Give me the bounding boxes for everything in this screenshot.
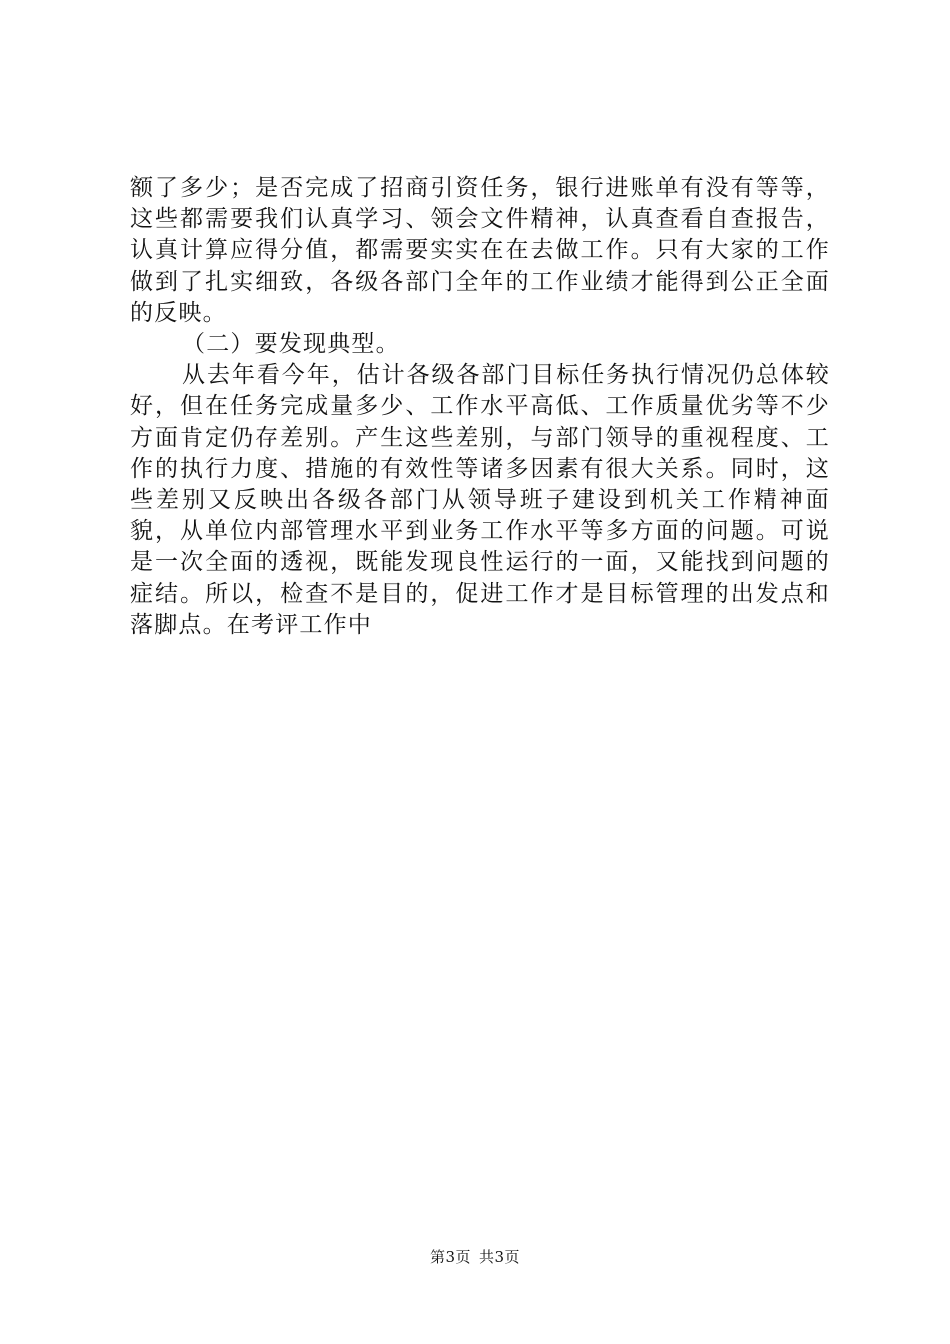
paragraph-continuation: 额了多少；是否完成了招商引资任务，银行进账单有没有等等，这些都需要我们认真学习、领会文件精神，认真查看自查报告，认真计算应得分值，都需要实实在在去做工作。只有大家的工作做到了扎实细致，各级各部门全年的工作业绩才能得到公正全面的反映。	[130, 175, 830, 326]
section-heading: （二）要发现典型。	[182, 331, 400, 358]
page-number: 第3页	[429, 1248, 471, 1266]
page-total: 共3页	[479, 1248, 521, 1266]
page-footer	[0, 1246, 950, 1267]
document-body	[130, 173, 830, 641]
paragraph: 从去年看今年，估计各级各部门目标任务执行情况仍总体较好，但在任务完成量多少、工作水平高低、工作质量优劣等不少方面肯定仍存差别。产生这些差别，与部门领导的重视程度、工作的执行力度、措施的有效性等诸多因素有很大关系。同时，这些差别又反映出各级各部门从领导班子建设到机关工作精神面貌，从单位内部管理水平到业务工作水平等多方面的问题。可说是一次全面的透视，既能发现良性运行的一面，又能找到问题的症结。所以，检查不是目的，促进工作才是目标管理的出发点和落脚点。在考评工作中	[130, 362, 830, 638]
